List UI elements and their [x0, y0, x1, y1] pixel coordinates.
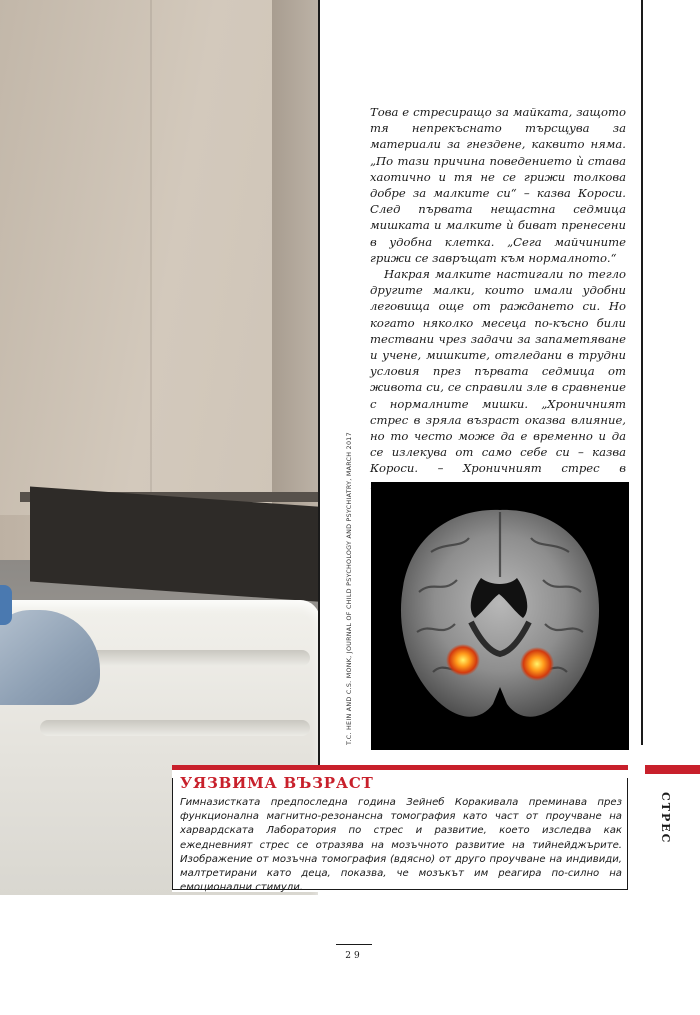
- photo-wall: [0, 0, 272, 515]
- photo-credit: T.C. HEIN AND C.S. MONK, JOURNAL OF CHILD PSYCHOLOGY AND PSYCHIATRY, MARCH 2017: [346, 432, 353, 745]
- photo-scanner-groove: [40, 720, 310, 736]
- brain-mri-graphic: [371, 482, 629, 750]
- photo-wall-seam: [150, 0, 152, 510]
- section-tab-accent-bar: [645, 765, 700, 774]
- amygdala-hotspot-left: [446, 644, 480, 676]
- article-body: [370, 104, 626, 493]
- page-number-rule: [336, 944, 372, 945]
- sidebar-title: УЯЗВИМА ВЪЗРАСТ: [180, 774, 374, 792]
- photo-blue-object: [0, 585, 12, 625]
- section-tab: СТРЕС: [659, 792, 672, 845]
- photo-wall-side: [272, 0, 318, 545]
- sidebar-caption: Гимназистката предпоследна година Зейнеб Коракивала преминава през функционална магнитно-резонансна томография като част от проучване на харвардската Лаборатория по стрес и развитие, което изследва как ежедневният стрес се отразява на мозъчното развитие на тийнейджърите. Изображение от мозъчна томография (вдясно) от друго проучване на индивиди, малтретирани като деца, показва, че мозъкът им реагира по-силно на емоционални стимули.: [180, 797, 622, 894]
- mri-photo: [0, 0, 318, 895]
- article-paragraph: Накрая малките настигали по тегло другите малки, които имали удобни леговища още от раждането си. Но когато няколко месеца по-късно били тествани чрез задачи за запаметяване и учене, мишките, отгледани в трудни условия през първата седмица от живота си, се справили зле в сравнение с нормалните мишки. „Хроничният стрес в зряла възраст оказва влияние, но то често може да е временно и да се излекува от само себе си – казва Короси. – Хроничният стрес в: [370, 267, 626, 476]
- column-rule-left: [318, 0, 320, 770]
- column-rule-right: [641, 0, 643, 745]
- brain-mri-image: [371, 482, 629, 750]
- sidebar-frame: [172, 778, 628, 890]
- amygdala-hotspot-right: [520, 647, 554, 681]
- page-number: 29: [345, 951, 363, 961]
- article-paragraph: Това е стресиращо за майката, защото тя непрекъснато търсщува за материали за гнездене, каквито няма. „По тази причина поведението ѝ става хаотично и тя не се грижи толкова добре за малките си“ – казва Короси. След първата нещастна седмица мишката и малките ѝ биват пренесени в удобна клетка. „Сега майчините грижи се завръщат към нормалното.“: [370, 105, 626, 265]
